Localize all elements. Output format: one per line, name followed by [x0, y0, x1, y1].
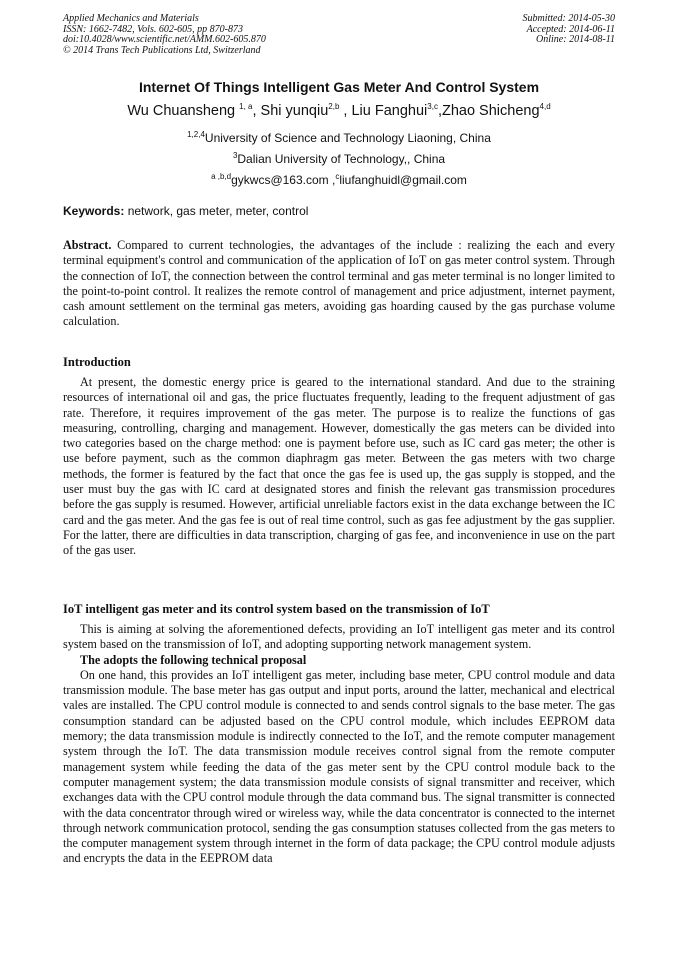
- body-paragraph: On one hand, this provides an IoT intelligent gas meter, including base meter, CPU control module and data transmission module. The base meter has gas output and input ports, around the latter, mechanical and electrical vales are installed. The CPU control module is connected to and sends control signals to the base meter. The gas consumption standard can be adjusted based on the CPU control module, which includes EEPROM data memory; the data transmission module is indirectly connected to the IoT, and the remote computer management system through the IoT. The data transmission module receives control signal from the remote computer management system while feeding the data of the gas meter sent by the CPU control module back to the computer management system; the data transmission module consists of signal transmitter and receiver, which exchanges data with the CPU control module through the data command bus. The signal transmitter is connected with the data concentrator through wired or wireless way, while the data concentrator is connected to the internet through network communication protocol, sending the gas consumption statuses collected from the gas meters to the computer management system through internet in the form of data package; the CPU control module adjusts and encrypts the data in the EEPROM data: [63, 667, 615, 866]
- abstract-label: Abstract.: [63, 238, 112, 252]
- author-name: Liu Fanghui: [351, 103, 428, 119]
- author-sup: 1, a: [239, 102, 253, 112]
- journal-issn: ISSN: 1662-7482, Vols. 602-605, pp 870-873: [63, 23, 243, 35]
- submitted-date: Submitted: 2014-05-30: [522, 13, 615, 24]
- affiliation-text: Dalian University of Technology,, China: [237, 152, 446, 166]
- keywords-label: Keywords:: [63, 204, 125, 218]
- email-address[interactable]: gykwcs@163.com ,: [231, 173, 336, 187]
- affiliation-sup: 1,2,4: [187, 130, 205, 139]
- body-paragraph: At present, the domestic energy price is geared to the international standard. And due to the straining resources of international oil and gas, the price fluctuates frequently, leading to the frequent adjustment of gas rate. Therefore, it requires improvement of the gas meter. The purpose is to realize the functions of gas measuring, controlling, charging and management. However, domestically the gas meters can be divided into two categories based on the charge method: one is payment before use, such as IC card gas meter; the other is use before payment, such as the common diaphragm gas meter. Between the gas meters with two charge methods, the former is featured by the fact that once the gas fee is used up, the gas supply is stopped, and the user must buy the gas with IC card at designated stores and finish the relevant gas transmission procedures before the gas supply is resumed. However, artificial unreliable factors exist in the data exchange between the IC card and the gas meter. And the gas fee is out of real time control, such as gas fee adjustment by the gas supplier. For the latter, there are difficulties in data transcription, charging of gas fee, and inconvenience in use on the part of the gas user.: [63, 375, 615, 558]
- author-sep: ,: [437, 103, 442, 119]
- author-sup: 4,d: [539, 102, 551, 112]
- email-sup: a ,b,d: [211, 172, 232, 181]
- online-date: Online: 2014-08-11: [536, 34, 615, 46]
- journal-header-right: [523, 14, 616, 46]
- body-paragraph: This is aiming at solving the aforementioned defects, providing an IoT intelligent gas meter and its control system based on the transmission of IoT, and adopting supporting network management system.: [63, 622, 615, 652]
- author-name: Zhao Shicheng: [441, 103, 540, 119]
- author-sup: 3,c: [427, 102, 438, 112]
- journal-header-left: [63, 14, 266, 56]
- email-address[interactable]: liufanghuidl@gmail.com: [339, 173, 467, 187]
- affiliation-sup: 3: [232, 151, 238, 160]
- author-sep: ,: [252, 103, 261, 119]
- journal-doi[interactable]: doi:10.4028/www.scientific.net/AMM.602-605.870: [63, 34, 266, 46]
- abstract-block: [63, 238, 615, 330]
- affiliation-1: [0, 131, 678, 145]
- affiliation-2: [0, 152, 678, 166]
- affiliation-text: University of Science and Technology Liaoning, China: [204, 131, 491, 145]
- paper-title: Internet Of Things Intelligent Gas Meter And Control System: [138, 79, 540, 95]
- author-sup: 2,b: [328, 102, 340, 112]
- author-list: [0, 103, 678, 119]
- email-sup: c: [335, 172, 340, 181]
- accepted-date: Accepted: 2014-06-11: [526, 23, 615, 35]
- journal-name: Applied Mechanics and Materials: [63, 13, 199, 24]
- section-heading-introduction: Introduction: [63, 355, 131, 369]
- iot-section-body: [63, 622, 615, 867]
- author-emails: [0, 173, 678, 187]
- author-name: Wu Chuansheng: [127, 103, 236, 119]
- introduction-body: [63, 375, 615, 559]
- author-name: Shi yunqiu: [260, 103, 329, 119]
- keywords-text: network, gas meter, meter, control: [124, 204, 309, 218]
- abstract-paragraph: [63, 238, 615, 330]
- author-sep: ,: [339, 103, 352, 119]
- subheading: The adopts the following technical proposal: [80, 652, 307, 667]
- section-heading-iot: IoT intelligent gas meter and its control system based on the transmission of IoT: [63, 602, 490, 616]
- journal-copyright: © 2014 Trans Tech Publications Ltd, Switzerland: [63, 44, 261, 56]
- keywords-line: [63, 204, 308, 218]
- abstract-text: Compared to current technologies, the advantages of the include : realizing the each and every terminal equipment's control and communication of the application of IoT on gas meter control system. Through the connection of IoT, the connection between the control terminal and gas meter terminal is no longer limited to the point-to-point control. It realizes the remote control of management and price adjustment, internet payment, cash amount settlement on the terminal gas meters, avoiding gas hoarding caused by the gas purchase volume calculation.: [63, 238, 615, 329]
